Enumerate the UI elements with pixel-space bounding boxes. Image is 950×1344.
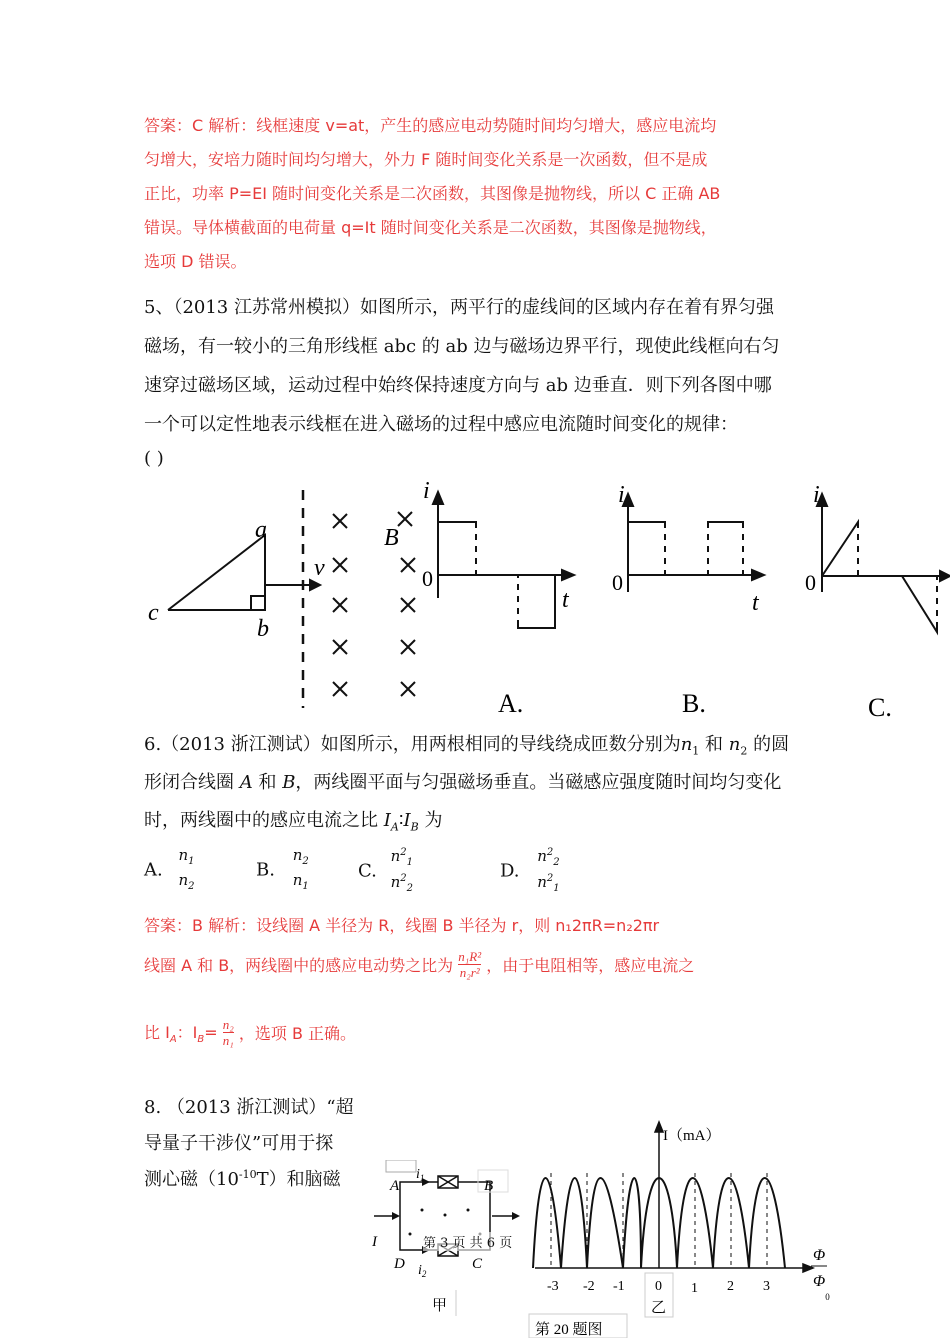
graph-tick-neg2: -2 bbox=[583, 1279, 595, 1294]
label-v: v bbox=[314, 555, 325, 581]
circuit-caption-jia: 甲 bbox=[432, 1298, 448, 1314]
label-c: c bbox=[148, 600, 159, 626]
q6-answer-line-3: 比 $I_A$：$I_B=$ $\frac{\text{n₂}}{\text{n₁}}$ ，选项 B 正确。 bbox=[144, 1017, 357, 1048]
magnetic-field-crosses bbox=[333, 512, 415, 696]
circuit-label-I: I bbox=[372, 1234, 377, 1250]
option-b-label: B. bbox=[682, 689, 706, 718]
q6-option-b[interactable]: B. $n_2$ $n_1$ bbox=[256, 846, 309, 892]
circuit-label-A: A bbox=[390, 1178, 400, 1194]
label-a: a bbox=[255, 517, 267, 543]
graph-phi0-label: $\Phi_0$ bbox=[813, 1273, 830, 1302]
graph-tick-neg1: -1 bbox=[613, 1279, 625, 1294]
q6-option-d[interactable]: D. $n^2_2$ $n^2_1$ bbox=[500, 847, 560, 894]
graph-tick-0: 0 bbox=[655, 1279, 662, 1294]
graph-b-t: t bbox=[752, 590, 759, 616]
q8-interference-graph bbox=[525, 1118, 845, 1338]
graph-ylabel: I（mA） bbox=[663, 1128, 721, 1144]
graph-caption: 第 20 题图 bbox=[535, 1322, 603, 1338]
graph-a-i: i bbox=[423, 480, 430, 504]
q4-answer-line-5: 选项 D 错误。 bbox=[144, 252, 247, 271]
graph-tick-1: 1 bbox=[691, 1281, 698, 1296]
q5-line-1: 5、（2013 江苏常州模拟）如图所示，两平行的虚线间的区域内存在着有界匀强 bbox=[144, 297, 774, 318]
option-a-label: A. bbox=[498, 689, 524, 718]
graph-tick-3: 3 bbox=[763, 1279, 770, 1294]
graph-a-zero: 0 bbox=[422, 566, 433, 591]
graph-option-a bbox=[433, 492, 574, 628]
q6-option-c[interactable]: C. $n^2_1$ $n^2_2$ bbox=[358, 847, 414, 894]
q6-answer-line-1: 答案：B 解析：设线圈 A 半径为 R，线圈 B 半径为 r，则 n₁2πR=n₂2πr bbox=[144, 916, 660, 935]
graph-b-zero: 0 bbox=[612, 570, 623, 595]
q8-line-1: 8. （2013 浙江测试）“超 bbox=[144, 1097, 354, 1118]
q6-option-a[interactable]: A. $n_1$ $n_2$ bbox=[144, 846, 195, 892]
circuit-label-B: B bbox=[484, 1178, 494, 1194]
circuit-label-i2: $i_2$ bbox=[418, 1263, 427, 1279]
graph-option-a-dashes bbox=[476, 528, 518, 626]
q6-line-2: 形闭合线圈 A 和 B，两线圈平面与匀强磁场垂直。当磁感应强度随时间均匀变化 bbox=[144, 772, 782, 793]
q5-figure bbox=[140, 480, 950, 720]
velocity-arrow bbox=[265, 580, 320, 590]
graph-phi-label: Φ bbox=[813, 1247, 826, 1264]
q4-answer-line-2: 匀增大，安培力随时间均匀增大，外力 F 随时间变化关系是一次函数，但不是成 bbox=[144, 150, 708, 169]
circuit-label-D: D bbox=[394, 1256, 405, 1272]
graph-a-t: t bbox=[562, 587, 569, 613]
graph-caption-yi: 乙 bbox=[651, 1300, 667, 1316]
graph-option-b-dashes bbox=[665, 528, 743, 572]
q4-answer-line-1: 答案：C 解析：线框速度 v=at，产生的感应电动势随时间均匀增大，感应电流均 bbox=[144, 116, 717, 135]
q6-answer-line-2: 线圈 A 和 B，两线圈中的感应电动势之比为 $\frac{\text{n₁R²}}{\text{n₂r²}}$ ，由于电阻相等，感应电流之 bbox=[144, 949, 695, 980]
label-b: b bbox=[257, 616, 269, 642]
q5-line-4: 一个可以定性地表示线框在进入磁场的过程中感应电流随时间变化的规律： bbox=[144, 414, 738, 435]
graph-tick-neg3: -3 bbox=[547, 1279, 559, 1294]
graph-c-zero: 0 bbox=[805, 570, 816, 595]
q5-line-2: 磁场，有一较小的三角形线框 abc 的 ab 边与磁场边界平行，现使此线框向右匀 bbox=[144, 336, 780, 357]
triangle-loop bbox=[168, 535, 265, 610]
graph-c-i: i bbox=[813, 482, 820, 508]
circuit-label-C: C bbox=[472, 1256, 483, 1272]
label-B-field: B bbox=[384, 525, 399, 551]
q5-line-5: ( ) bbox=[144, 448, 164, 469]
option-c-label: C. bbox=[868, 693, 892, 720]
graph-option-c bbox=[817, 494, 950, 632]
q8-line-2: 导量子干涉仪”可用于探 bbox=[144, 1133, 334, 1154]
q6-line-3: 时，两线圈中的感应电流之比 $I_A∶I_B$ 为 bbox=[144, 810, 443, 834]
q6-line-1: 6.（2013 浙江测试）如图所示，用两根相同的导线绕成匝数分别为$n_1$ 和 $n_2$ 的圆 bbox=[144, 734, 790, 758]
q5-line-3: 速穿过磁场区域，运动过程中始终保持速度方向与 ab 边垂直．则下列各图中哪 bbox=[144, 375, 772, 396]
q4-answer-line-3: 正比，功率 P=EI 随时间变化关系是二次函数，其图像是抛物线，所以 C 正确 AB bbox=[144, 184, 721, 203]
page-footer: 第 3 页 共 6 页 bbox=[423, 1232, 512, 1251]
circuit-label-i1: $i_1$ bbox=[416, 1167, 425, 1183]
graph-b-i: i bbox=[618, 482, 625, 508]
q4-answer-line-4: 错误。导体横截面的电荷量 q=It 随时间变化关系是二次函数，其图像是抛物线， bbox=[144, 218, 717, 237]
graph-tick-2: 2 bbox=[727, 1279, 734, 1294]
q8-line-3: 测心磁$(10^{-10}T)$和脑磁 bbox=[144, 1168, 341, 1190]
